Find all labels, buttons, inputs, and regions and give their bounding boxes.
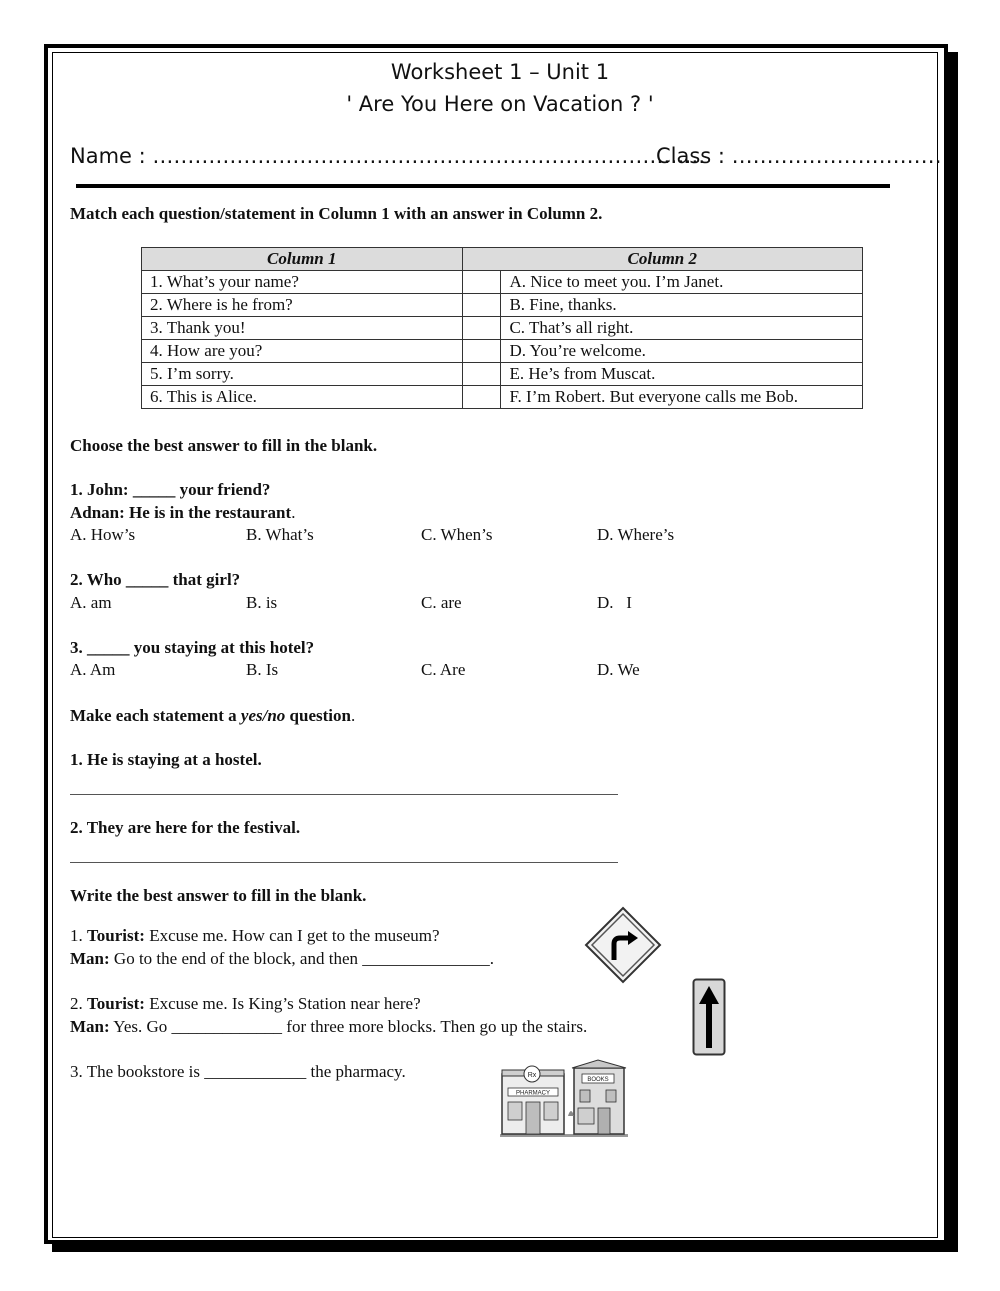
answer-blank-cell[interactable]: [462, 363, 501, 386]
column1-cell: 1. What’s your name?: [142, 271, 463, 294]
q2-option-a[interactable]: A. am: [70, 593, 112, 612]
pharmacy-label: PHARMACY: [515, 1090, 551, 1097]
s4-q1-speaker1: Tourist:: [87, 926, 145, 945]
s4-q1-number: 1.: [70, 926, 87, 945]
name-field[interactable]: Name : …………………………………………………………………….: [70, 144, 706, 168]
column2-cell: C. That’s all right.: [501, 317, 863, 340]
column1-header: Column 1: [142, 248, 463, 271]
s4-q1-text1: Excuse me. How can I get to the museum?: [144, 926, 440, 945]
class-field[interactable]: Class : …………………………: [656, 144, 942, 168]
table-row: [142, 340, 863, 363]
section3-instruction-end: .: [350, 706, 356, 725]
s4-q2-line1: [70, 994, 421, 1014]
section4-instruction: Write the best answer to fill in the blank.: [70, 886, 367, 905]
column2-cell: B. Fine, thanks.: [501, 294, 863, 317]
q2-option-b[interactable]: B. is: [246, 593, 278, 612]
s3-q1-answer-line[interactable]: [70, 794, 618, 795]
rx-label: Rx: [527, 1072, 537, 1079]
books-label: BOOKS: [587, 1077, 609, 1083]
q2-option-c[interactable]: C. are: [421, 593, 462, 612]
straight-ahead-sign-icon: [692, 978, 726, 1056]
matching-table: [141, 247, 863, 409]
q1-option-a[interactable]: A. How’s: [70, 525, 136, 544]
s4-q3-text: 3. The bookstore is ____________ the pharmacy.: [70, 1062, 406, 1081]
section3-instruction-em: yes/no: [240, 706, 286, 725]
pharmacy-bookstore-icon: [498, 1056, 630, 1138]
header-divider: [76, 184, 890, 188]
q1-response: [70, 503, 295, 523]
q1-option-c[interactable]: C. When’s: [421, 525, 493, 544]
table-row: [142, 386, 863, 409]
s4-q2-speaker1: Tourist:: [87, 994, 145, 1013]
section2-instruction: Choose the best answer to fill in the blank.: [70, 436, 378, 455]
s4-q2-line2: [70, 1017, 587, 1037]
worksheet-subtitle: ' Are You Here on Vacation ? ': [346, 92, 654, 116]
s4-q2-number: 2.: [70, 994, 87, 1013]
section3-instruction-mid: question: [285, 706, 351, 725]
table-row: [142, 363, 863, 386]
answer-blank-cell[interactable]: [462, 386, 501, 409]
column1-cell: 2. Where is he from?: [142, 294, 463, 317]
column1-cell: 4. How are you?: [142, 340, 463, 363]
section1-instruction: Match each question/statement in Column 1 with an answer in Column 2.: [70, 204, 603, 223]
s4-q2-text1: Excuse me. Is King’s Station near here?: [144, 994, 421, 1013]
q1-response-text: Adnan: He is in the restaurant: [70, 503, 292, 522]
table-header-row: [142, 248, 863, 271]
column2-cell: E. He’s from Muscat.: [501, 363, 863, 386]
column1-cell: 3. Thank you!: [142, 317, 463, 340]
answer-blank-cell[interactable]: [462, 271, 501, 294]
table-row: [142, 271, 863, 294]
column1-cell: 6. This is Alice.: [142, 386, 463, 409]
s4-q1-line2: [70, 949, 494, 969]
q1-option-d[interactable]: D. Where’s: [597, 525, 675, 544]
worksheet-title: Worksheet 1 – Unit 1: [390, 60, 610, 84]
answer-blank-cell[interactable]: [462, 340, 501, 363]
q1-prompt: 1. John: _____ your friend?: [70, 480, 271, 499]
q3-option-b[interactable]: B. Is: [246, 660, 279, 679]
s4-q1-line1: [70, 926, 440, 946]
s3-q2-statement: 2. They are here for the festival.: [70, 818, 301, 837]
q2-option-d[interactable]: D. I: [597, 593, 632, 612]
s4-q1-speaker2: Man:: [70, 949, 110, 968]
column2-cell: D. You’re welcome.: [501, 340, 863, 363]
section3-instruction: [70, 706, 355, 726]
column2-cell: A. Nice to meet you. I’m Janet.: [501, 271, 863, 294]
q2-prompt: 2. Who _____ that girl?: [70, 570, 241, 589]
s4-q2-text2: Yes. Go _____________ for three more blocks. Then go up the stairs.: [109, 1017, 588, 1036]
table-row: [142, 317, 863, 340]
q1-response-period: .: [291, 503, 296, 522]
s4-q1-text2: Go to the end of the block, and then _______________.: [109, 949, 494, 968]
s3-q1-statement: 1. He is staying at a hostel.: [70, 750, 262, 769]
q3-option-d[interactable]: D. We: [597, 660, 640, 679]
q1-option-b[interactable]: B. What’s: [246, 525, 314, 544]
table-row: [142, 294, 863, 317]
answer-blank-cell[interactable]: [462, 317, 501, 340]
column1-cell: 5. I’m sorry.: [142, 363, 463, 386]
turn-right-sign-icon: [584, 906, 662, 984]
s4-q2-speaker2: Man:: [70, 1017, 110, 1036]
q3-option-c[interactable]: C. Are: [421, 660, 466, 679]
section3-instruction-pre: Make each statement a: [70, 706, 241, 725]
column2-header: Column 2: [462, 248, 862, 271]
answer-blank-cell[interactable]: [462, 294, 501, 317]
column2-cell: F. I’m Robert. But everyone calls me Bob.: [501, 386, 863, 409]
q3-option-a[interactable]: A. Am: [70, 660, 116, 679]
q3-prompt: 3. _____ you staying at this hotel?: [70, 638, 315, 657]
s3-q2-answer-line[interactable]: [70, 862, 618, 863]
